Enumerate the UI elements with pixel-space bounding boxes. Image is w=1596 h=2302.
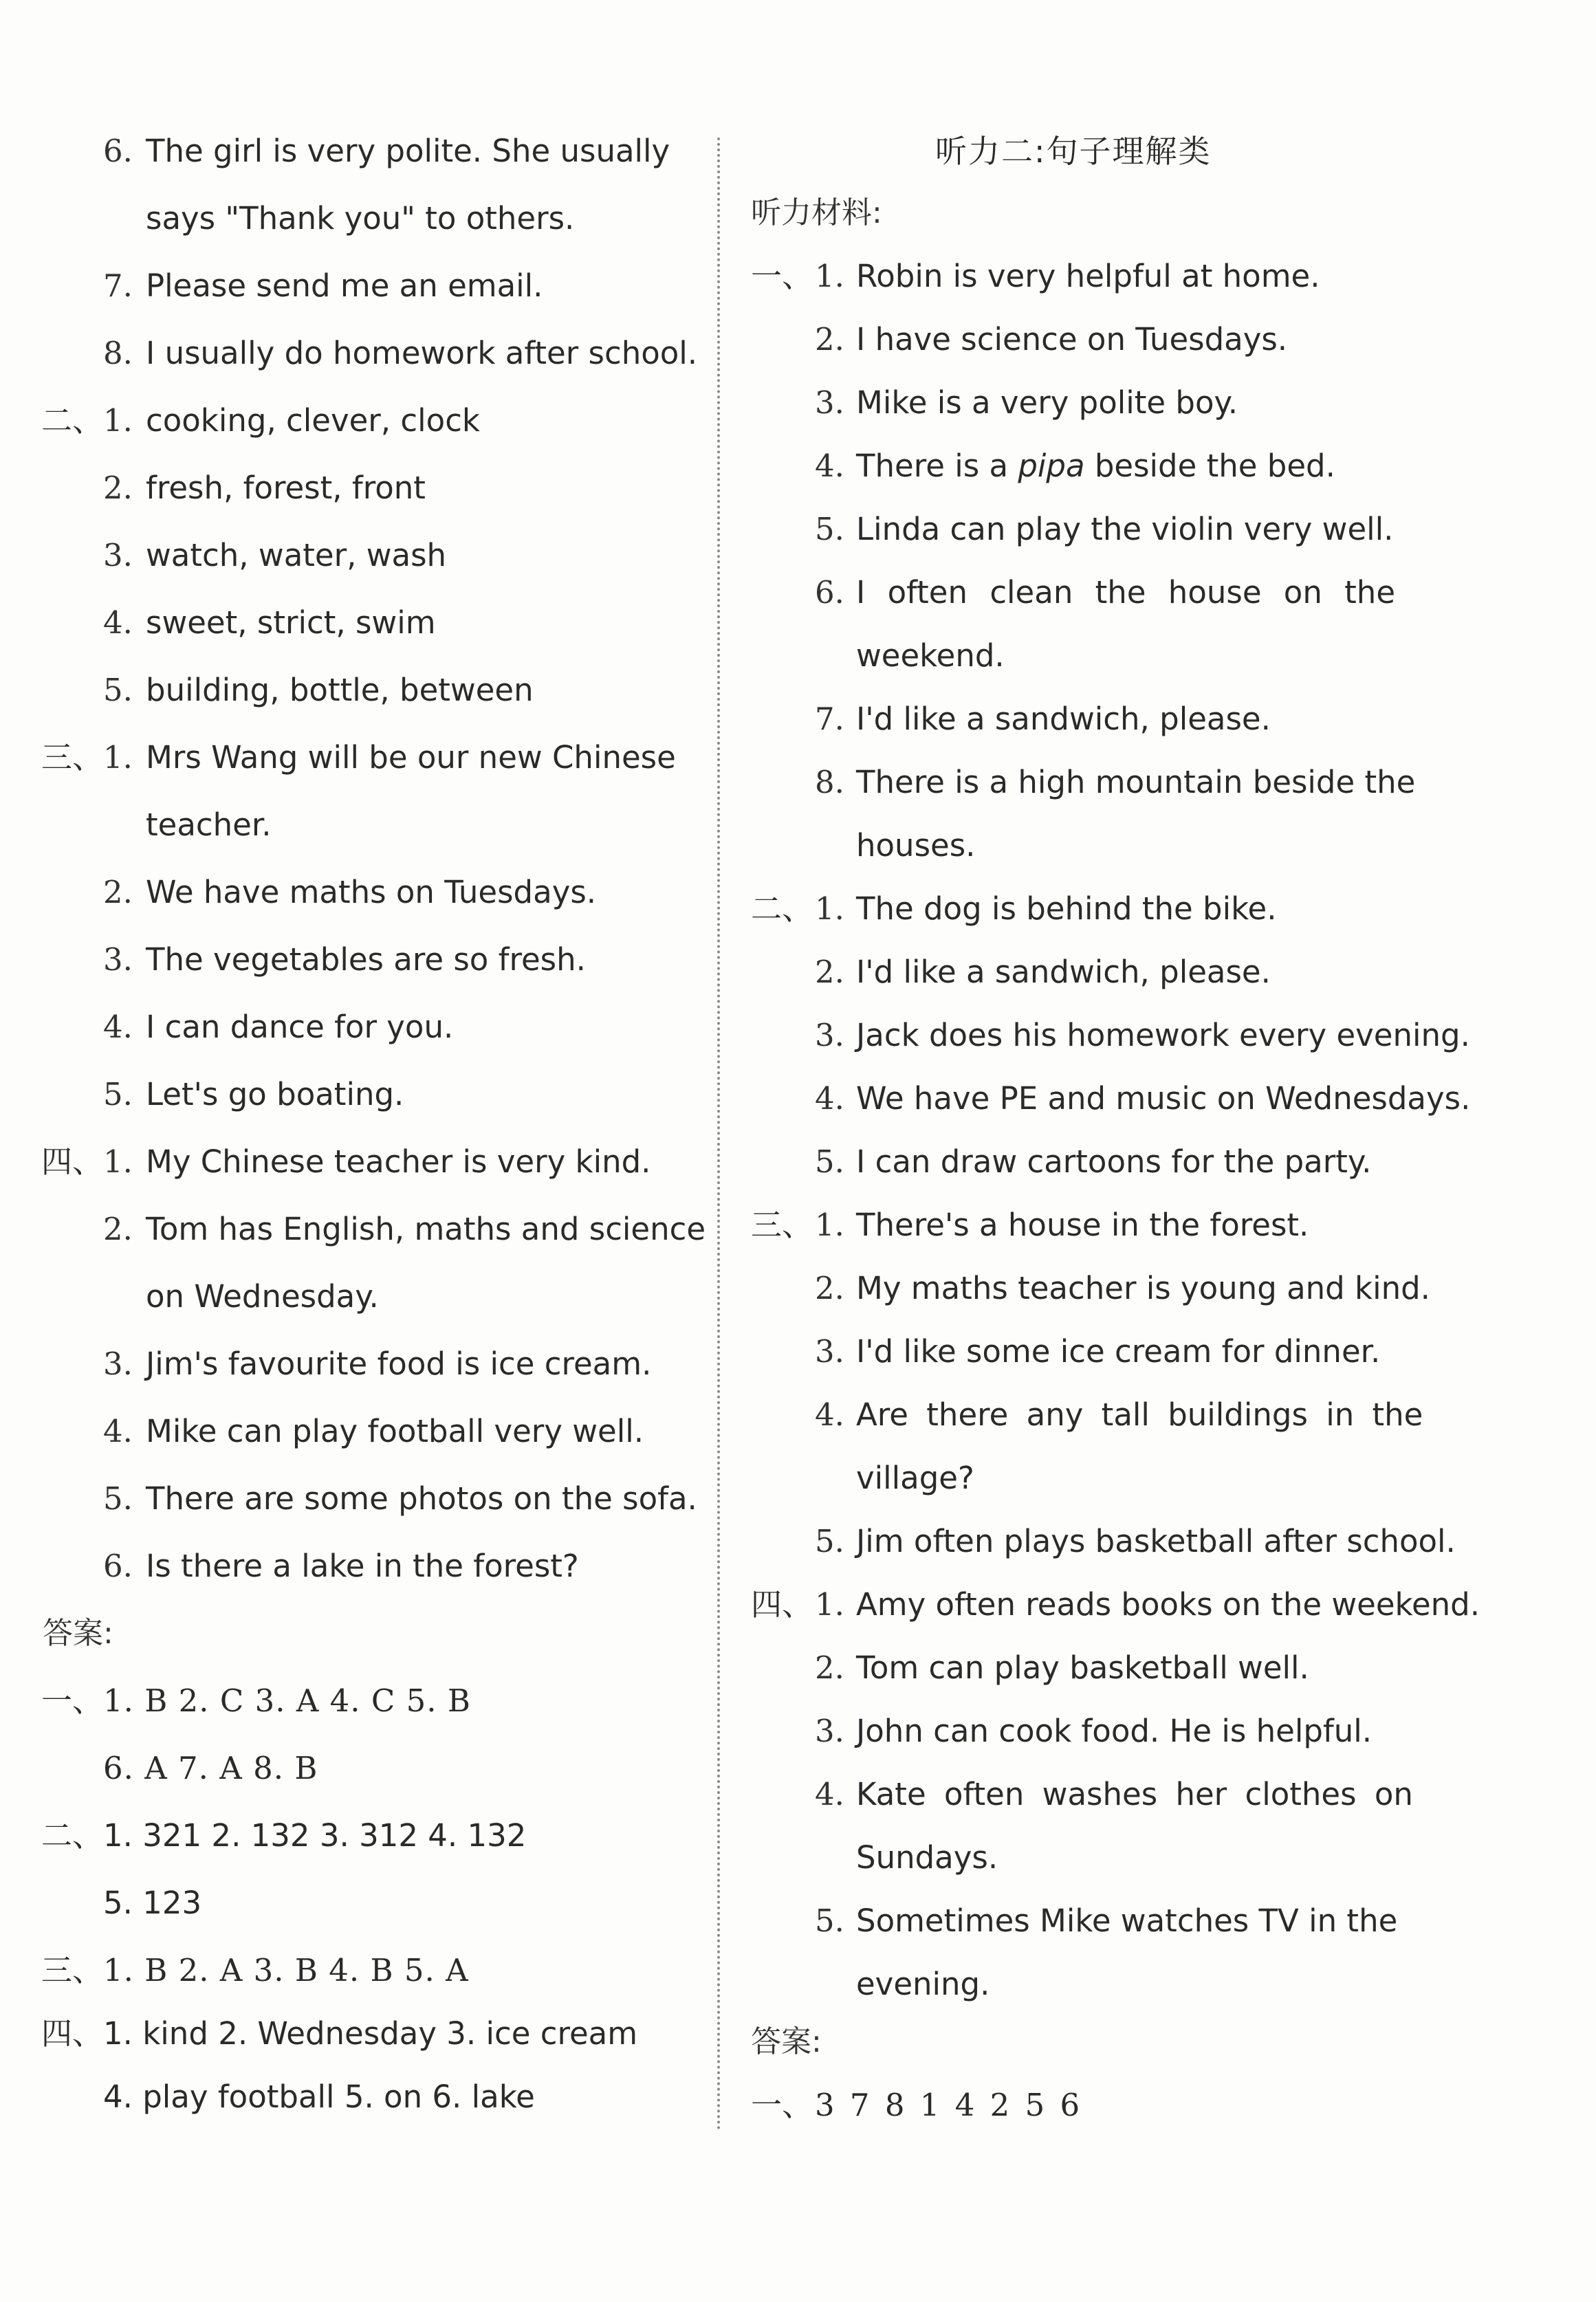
section-mark: 三、 xyxy=(41,1952,104,1988)
column-divider xyxy=(717,138,720,2131)
section-mark: 二、 xyxy=(41,1817,104,1854)
section-mark: 一、 xyxy=(751,2087,813,2123)
section-mark: 三、 xyxy=(41,739,104,776)
section-mark: 一、 xyxy=(41,1682,104,1719)
answers-label: 答案: xyxy=(43,1616,113,1651)
section-mark: 一、 xyxy=(751,258,813,294)
section-mark: 四、 xyxy=(751,1586,813,1623)
section-title: 听力二:句子理解类 xyxy=(935,133,1212,170)
material-label: 听力材料: xyxy=(751,195,882,230)
answers-label: 答案: xyxy=(751,2024,822,2059)
section-mark: 四、 xyxy=(41,1143,104,1180)
section-mark: 四、 xyxy=(41,2015,104,2052)
section-mark: 三、 xyxy=(751,1207,813,1243)
section-mark: 二、 xyxy=(41,402,104,439)
section-mark: 二、 xyxy=(751,890,813,927)
